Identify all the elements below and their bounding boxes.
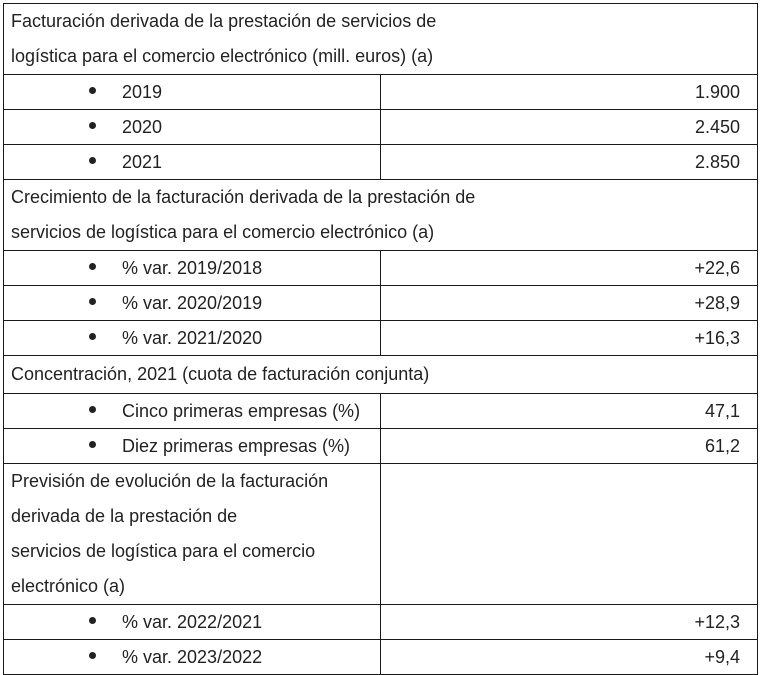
row-label: % var. 2022/2021 xyxy=(122,611,263,632)
section-title xyxy=(4,464,381,605)
empty-cell xyxy=(381,464,758,605)
table-row xyxy=(4,75,758,110)
row-value: 61,2 xyxy=(381,429,758,464)
row-label: Cinco primeras empresas (%) xyxy=(122,400,361,421)
bullet-icon xyxy=(89,157,96,164)
section-title xyxy=(4,356,758,394)
row-value: 2.850 xyxy=(381,145,758,180)
section-header xyxy=(4,464,758,605)
section-title-line: Previsión de evolución de la facturación derivada de la prestación de xyxy=(11,471,329,526)
section-header xyxy=(4,4,758,75)
section-title xyxy=(4,180,758,251)
row-label: % var. 2021/2020 xyxy=(122,327,263,348)
data-table xyxy=(3,3,758,675)
bullet-icon xyxy=(89,87,96,94)
bullet-icon xyxy=(89,441,96,448)
bullet-icon xyxy=(89,298,96,305)
row-value: 47,1 xyxy=(381,394,758,429)
section-header xyxy=(4,180,758,251)
row-label: % var. 2020/2019 xyxy=(122,292,263,313)
section-header xyxy=(4,356,758,394)
table-row xyxy=(4,145,758,180)
row-value: 2.450 xyxy=(381,110,758,145)
row-value: +12,3 xyxy=(381,605,758,640)
table-row xyxy=(4,429,758,464)
table-row xyxy=(4,394,758,429)
table-row xyxy=(4,110,758,145)
row-label: % var. 2023/2022 xyxy=(122,646,263,667)
section-title-line: Crecimiento de la facturación derivada de la prestación de xyxy=(11,187,476,207)
row-value: +9,4 xyxy=(381,640,758,675)
row-label: Diez primeras empresas (%) xyxy=(122,435,351,456)
table-row xyxy=(4,286,758,321)
section-title-line: servicios de logística para el comercio electrónico (a) xyxy=(11,222,435,242)
bullet-icon xyxy=(89,333,96,340)
bullet-icon xyxy=(89,652,96,659)
section-title-line: Facturación derivada de la prestación de servicios de xyxy=(11,11,437,31)
bullet-icon xyxy=(89,122,96,129)
bullet-icon xyxy=(89,406,96,413)
table-row xyxy=(4,321,758,356)
row-value: 1.900 xyxy=(381,75,758,110)
table-row xyxy=(4,251,758,286)
row-label: 2020 xyxy=(122,116,163,137)
section-title-line: logística para el comercio electrónico (mill. euros) (a) xyxy=(11,46,434,66)
section-title xyxy=(4,4,758,75)
row-label: % var. 2019/2018 xyxy=(122,257,263,278)
row-value: +28,9 xyxy=(381,286,758,321)
bullet-icon xyxy=(89,263,96,270)
bullet-icon xyxy=(89,617,96,624)
section-title-line: servicios de logística para el comercio electrónico (a) xyxy=(11,541,316,596)
row-label: 2021 xyxy=(122,151,163,172)
table-row xyxy=(4,640,758,675)
row-label: 2019 xyxy=(122,81,163,102)
section-title-line: Concentración, 2021 (cuota de facturación conjunta) xyxy=(11,364,430,384)
row-value: +22,6 xyxy=(381,251,758,286)
row-value: +16,3 xyxy=(381,321,758,356)
table-row xyxy=(4,605,758,640)
